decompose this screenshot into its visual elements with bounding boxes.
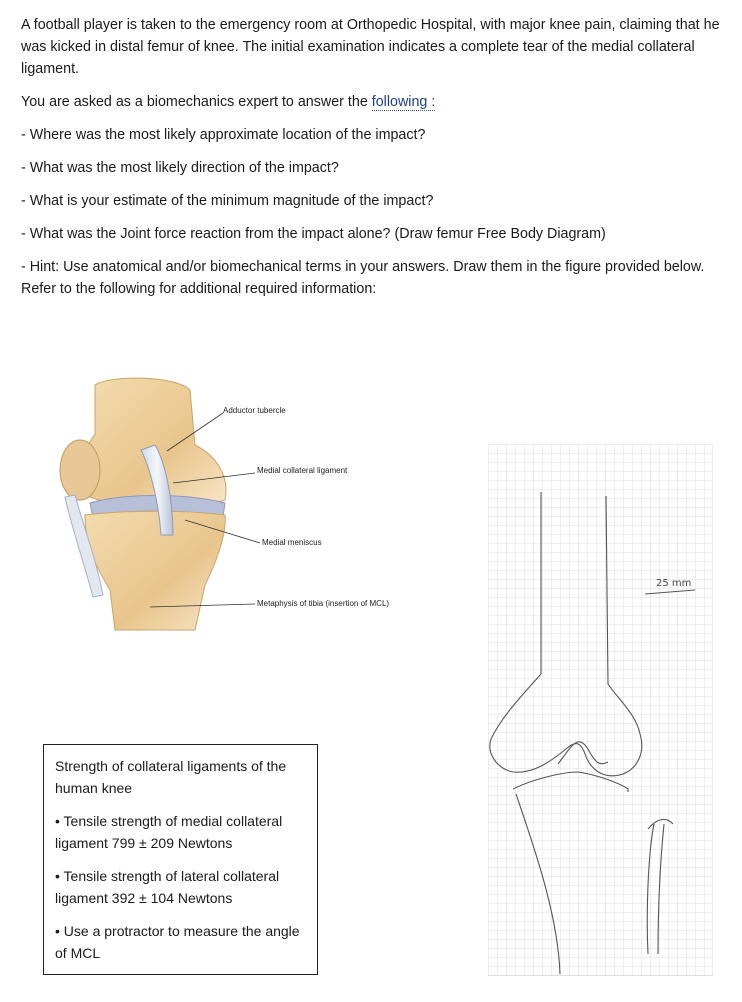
hint-paragraph: - Hint: Use anatomical and/or biomechanical terms in your answers. Draw them in the figure provided below. Refer to the following for additional required information: (21, 259, 705, 297)
infobox-bullet-lcl: • Tensile strength of lateral collateral ligament 392 ± 104 Newtons (55, 868, 280, 906)
following-link[interactable]: following : (371, 94, 436, 110)
label-mcl: Medial collateral ligament (257, 466, 348, 475)
question-item-1: - Where was the most likely approximate location of the impact? (21, 127, 426, 143)
prompt-lead: You are asked as a biomechanics expert to answer the (21, 94, 372, 110)
intro-paragraph: A football player is taken to the emergency room at Orthopedic Hospital, with major knee pain, claiming that he was kicked in distal femur of knee. The initial examination indicates a complete tear of the medial collateral ligament. (21, 17, 720, 77)
label-adductor-tubercle: Adductor tubercle (223, 406, 286, 415)
grid-background (488, 444, 713, 976)
label-metaphysis: Metaphysis of tibia (insertion of MCL) (257, 599, 390, 608)
knee-anatomy-figure (55, 375, 415, 645)
patella (60, 440, 100, 500)
ligament-strength-box (43, 744, 318, 975)
tibia-bone (85, 511, 225, 630)
question-item-3: - What is your estimate of the minimum magnitude of the impact? (21, 193, 434, 209)
knee-sketch-grid (488, 444, 713, 976)
infobox-bullet-mcl: • Tensile strength of medial collateral ligament 799 ± 209 Newtons (55, 813, 283, 851)
infobox-bullet-protractor: • Use a protractor to measure the angle of MCL (55, 923, 300, 961)
label-meniscus: Medial meniscus (262, 538, 322, 547)
question-item-2: - What was the most likely direction of the impact? (21, 160, 339, 176)
scale-label: 25 mm (656, 578, 692, 589)
infobox-title: Strength of collateral ligaments of the human knee (55, 758, 287, 796)
question-item-4: - What was the Joint force reaction from the impact alone? (Draw femur Free Body Diagram) (21, 226, 606, 242)
prompt-line (21, 91, 726, 113)
question-text (21, 14, 726, 311)
